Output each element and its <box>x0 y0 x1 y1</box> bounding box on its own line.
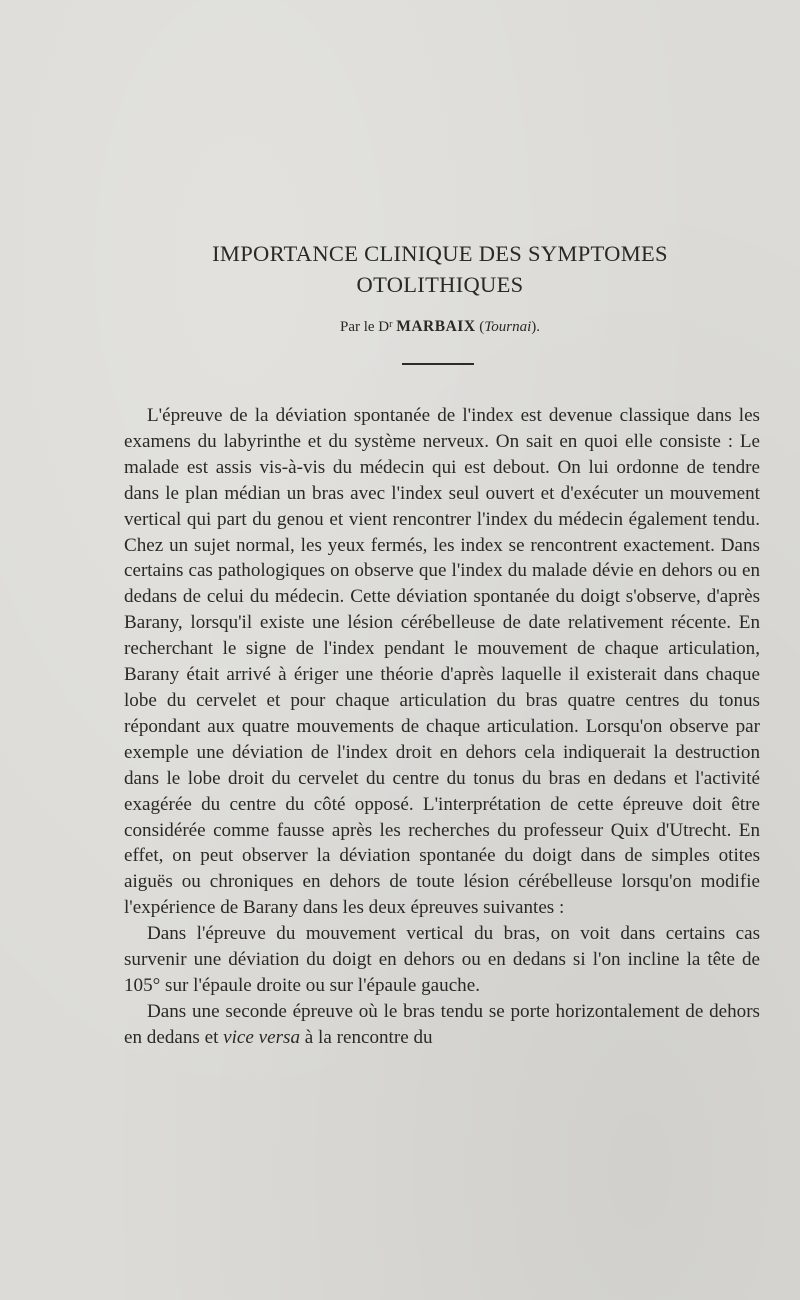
paragraph-3-start: Dans une seconde épreuve où le bras tendu se porte horizontalement de dehors en dedans et <box>124 1000 760 1048</box>
author-city: Tournai <box>484 319 532 335</box>
byline-sup: r <box>389 319 393 330</box>
title-line-1: IMPORTANCE CLINIQUE DES SYMPTOMES <box>212 241 668 266</box>
byline-open: ( <box>475 319 485 335</box>
paragraph-3-italic: vice versa <box>223 1026 301 1048</box>
title-line-2: OTOLITHIQUES <box>356 272 524 297</box>
article-body <box>124 403 760 1051</box>
paragraph-2: Dans l'épreuve du mouvement vertical du bras, on voit dans certains cas survenir une déviation du doigt en dehors ou en dedans si l'on incline la tête de 105° sur l'épaule droite ou sur l'épaule gauche. <box>124 923 760 996</box>
byline <box>0 318 800 336</box>
author-name: MARBAIX <box>396 318 476 335</box>
paragraph-1: L'épreuve de la déviation spontanée de l'index est devenue classique dans les examens du labyrinthe et du système nerveux. On sait en quoi elle consiste : Le malade est assis vis-à-vis du médecin qui est debout. On lui ordonne de tendre dans le plan médian un bras avec l'index seul ouvert et d'exécuter un mouvement vertical qui part du genou et vient rencontrer l'index du médecin également tendu. Chez un sujet normal, les yeux fermés, les index se rencontrent exactement. Dans certains cas pathologiques on observe que l'index du malade dévie en dehors ou en dedans de celui du médecin. Cette déviation spontanée du doigt s'observe, d'après Barany, lorsqu'il existe une lésion cérébelleuse de date relativement récente. En recherchant le signe de l'index pendant le mouvement de chaque articulation, Barany était arrivé à ériger une théorie d'après laquelle il existerait dans chaque lobe du cervelet et pour chaque articulation du bras quatre centres du tonus répondant aux quatre mouvements de chaque articulation. Lorsqu'on observe par exemple une déviation de l'index droit en dehors cela indiquerait la destruction dans le lobe droit du cervelet du centre du tonus du bras en dedans et l'activité exagérée du centre du côté opposé. L'interprétation de cette épreuve doit être considérée comme fausse après les recherches du professeur Quix d'Utrecht. En effet, on peut observer la déviation spontanée du doigt dans de simples otites aiguës ou chroniques en dehors de toute lésion cérébelleuse lorsqu'on modifie l'expérience de Barany dans les deux épreuves suivantes : <box>124 405 760 919</box>
article-title <box>0 238 800 300</box>
title-divider <box>402 363 474 365</box>
byline-prefix: Par le D <box>339 319 390 335</box>
byline-close: ). <box>531 319 540 335</box>
paragraph-3-end: à la rencontre du <box>300 1026 433 1048</box>
paragraph-3 <box>124 999 760 1051</box>
